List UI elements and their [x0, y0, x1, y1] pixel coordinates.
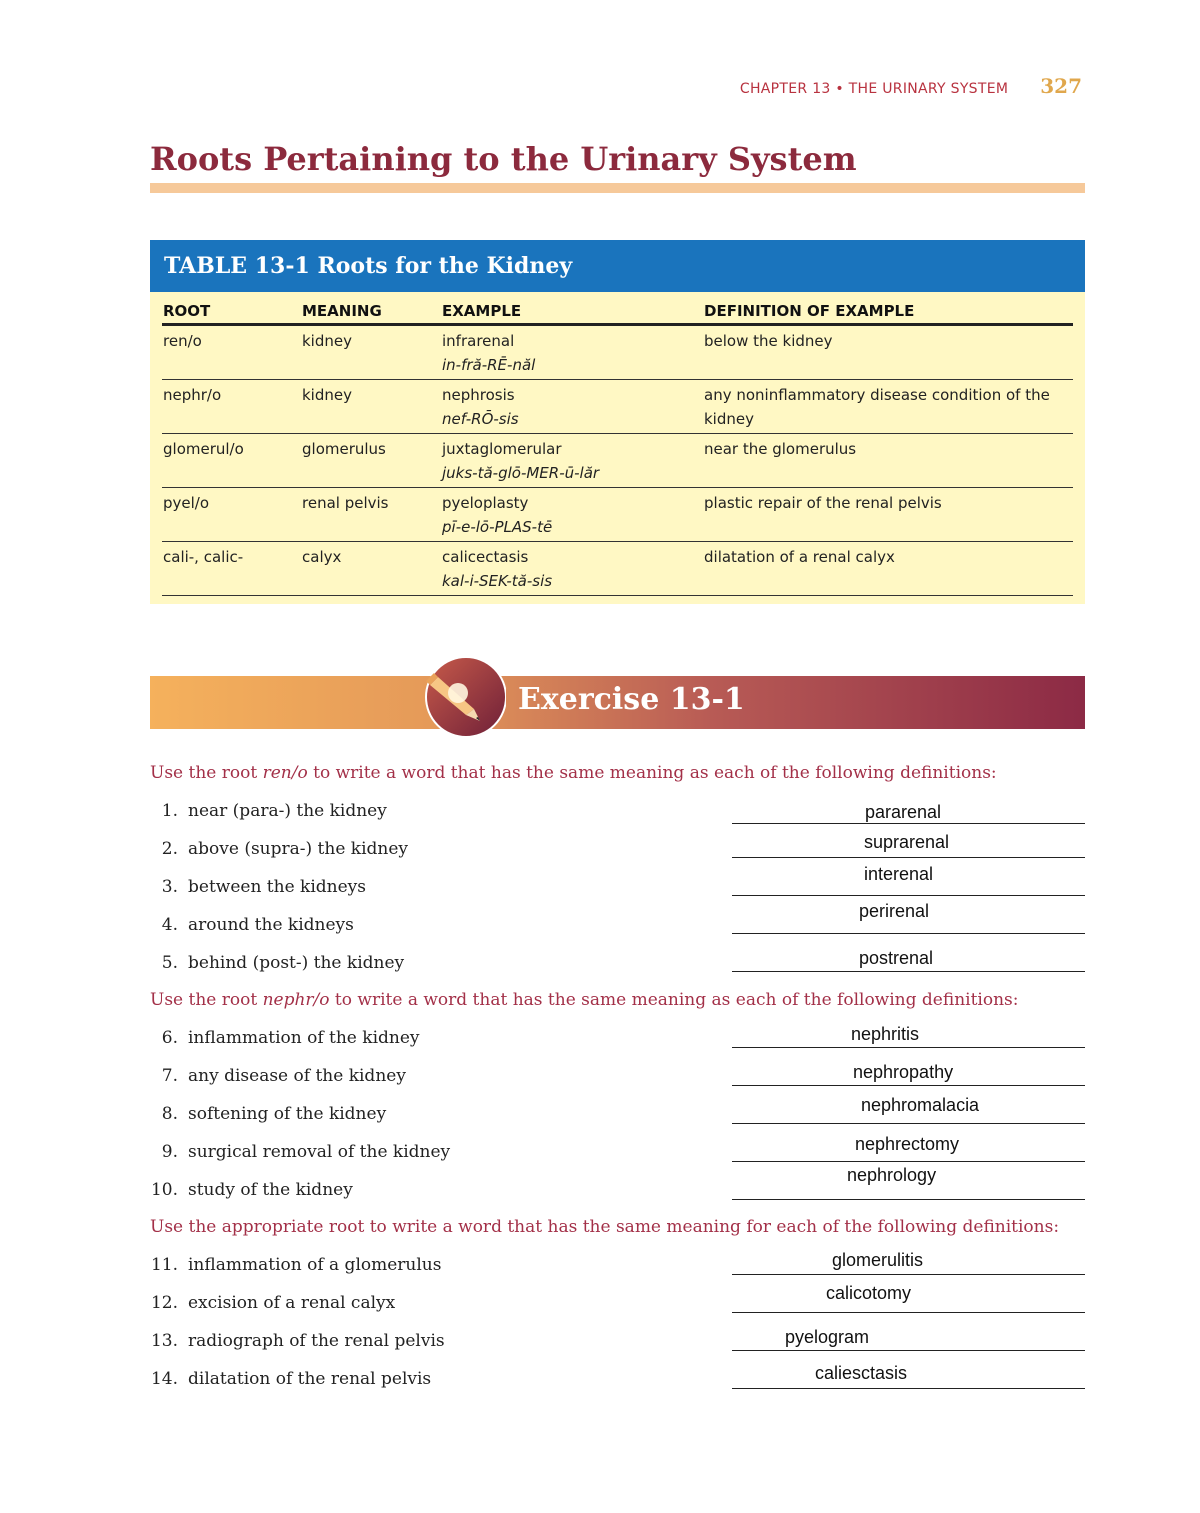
section-title: Roots Pertaining to the Urinary System — [150, 140, 857, 178]
title-rule — [150, 183, 1085, 193]
item-number: 6. — [161, 1028, 178, 1048]
example-word: infrarenal — [442, 332, 515, 350]
definition-cell: dilatation of a renal calyx — [703, 542, 1073, 596]
roots-table — [162, 300, 1073, 596]
answer-field[interactable]: perirenal — [859, 901, 930, 921]
answer-line — [732, 823, 1085, 824]
root-cell: glomerul/o — [162, 434, 301, 488]
table-title: TABLE 13-1 Roots for the Kidney — [150, 240, 1085, 292]
page-number: 327 — [1040, 74, 1082, 98]
answer-field[interactable]: pyelogram — [785, 1327, 870, 1347]
exercise-item — [150, 864, 1085, 907]
item-number: 11. — [150, 1255, 178, 1275]
answer-line — [732, 1388, 1085, 1389]
answer-line — [732, 1047, 1085, 1048]
item-definition: dilatation of the renal pelvis — [188, 1369, 432, 1389]
meaning-cell: kidney — [301, 325, 441, 380]
exercise-item — [150, 831, 1085, 869]
instruction-text: Use the root — [150, 990, 263, 1010]
definition-cell: plastic repair of the renal pelvis — [703, 488, 1073, 542]
instruction-text: to write a word that has the same meaning as each of the following definitions: — [307, 763, 997, 783]
exercise-item — [150, 901, 1085, 945]
answer-field[interactable]: glomerulitis — [832, 1250, 924, 1270]
instruction-ren — [150, 763, 997, 783]
meaning-cell: renal pelvis — [301, 488, 441, 542]
example-cell — [441, 380, 703, 434]
item-definition: excision of a renal calyx — [188, 1293, 396, 1313]
exercise-item — [150, 1134, 1085, 1172]
definition-cell: any noninflammatory disease condition of the kidney — [703, 380, 1073, 434]
item-number: 4. — [161, 915, 178, 935]
answer-field[interactable]: pararenal — [865, 802, 942, 822]
answer-line — [732, 1161, 1085, 1162]
exercise-item — [150, 1323, 1085, 1361]
meaning-cell: glomerulus — [301, 434, 441, 488]
table-row — [162, 542, 1073, 596]
answer-line — [732, 1123, 1085, 1124]
answer-field[interactable]: nephritis — [851, 1024, 920, 1044]
chapter-label: CHAPTER 13 • THE URINARY SYSTEM — [739, 81, 1009, 97]
answer-field[interactable]: nephromalacia — [861, 1095, 980, 1115]
exercise-item — [150, 1361, 1085, 1399]
exercise-item — [150, 1247, 1085, 1285]
answer-line — [732, 971, 1085, 972]
pencil-icon — [422, 655, 506, 739]
column-header: MEANING — [301, 300, 441, 325]
answer-line — [732, 1085, 1085, 1086]
item-number: 13. — [150, 1331, 178, 1351]
item-number: 3. — [161, 877, 178, 897]
item-definition: near (para-) the kidney — [188, 801, 387, 821]
answer-line — [732, 1312, 1085, 1313]
meaning-cell: kidney — [301, 380, 441, 434]
example-cell — [441, 488, 703, 542]
root-cell: cali-, calic- — [162, 542, 301, 596]
answer-line — [732, 895, 1085, 896]
pronunciation: nef-RŌ-sis — [442, 410, 519, 428]
exercise-item — [150, 1020, 1085, 1058]
pronunciation: kal-i-SEK-tă-sis — [442, 572, 553, 590]
answer-field[interactable]: interenal — [864, 864, 934, 884]
instruction-nephr — [150, 990, 1018, 1010]
item-number: 10. — [150, 1180, 178, 1200]
meaning-cell: calyx — [301, 542, 441, 596]
item-number: 8. — [161, 1104, 178, 1124]
running-head — [740, 74, 1082, 98]
item-number: 9. — [161, 1142, 178, 1162]
pronunciation: in-fră-RĒ-năl — [442, 356, 536, 374]
answer-line — [732, 1199, 1085, 1200]
answer-field[interactable]: postrenal — [859, 948, 934, 968]
answer-field[interactable]: caliesctasis — [815, 1363, 908, 1383]
item-definition: behind (post-) the kidney — [188, 953, 405, 973]
exercise-title: Exercise 13-1 — [518, 682, 745, 717]
instruction-root: ren/o — [262, 763, 308, 783]
item-number: 5. — [161, 953, 178, 973]
item-definition: study of the kidney — [188, 1180, 353, 1200]
definition-cell: near the glomerulus — [703, 434, 1073, 488]
example-cell — [441, 434, 703, 488]
answer-line — [732, 1274, 1085, 1275]
item-definition: above (supra-) the kidney — [188, 839, 409, 859]
instruction-text: to write a word that has the same meaning as each of the following definitions: — [329, 990, 1019, 1010]
root-cell: nephr/o — [162, 380, 301, 434]
item-definition: radiograph of the renal pelvis — [188, 1331, 445, 1351]
pronunciation: pī-e-lō-PLAS-tē — [442, 518, 553, 536]
example-cell — [441, 542, 703, 596]
exercise-item — [150, 1096, 1085, 1134]
table-row — [162, 325, 1073, 380]
column-header: EXAMPLE — [441, 300, 703, 325]
exercise-item — [150, 945, 1085, 983]
example-word: juxtaglomerular — [442, 440, 562, 458]
column-header: DEFINITION OF EXAMPLE — [703, 300, 1073, 325]
item-number: 1. — [161, 801, 178, 821]
answer-field[interactable]: calicotomy — [826, 1283, 912, 1303]
definition-cell: below the kidney — [703, 325, 1073, 380]
exercise-item — [150, 793, 1085, 831]
answer-field[interactable]: nephrology — [847, 1165, 937, 1185]
exercise-item — [150, 1285, 1085, 1323]
item-number: 2. — [161, 839, 178, 859]
table-row — [162, 434, 1073, 488]
instruction-text: Use the root — [150, 763, 263, 783]
item-number: 14. — [150, 1369, 178, 1389]
item-number: 12. — [150, 1293, 178, 1313]
example-cell — [441, 325, 703, 380]
answer-line — [732, 933, 1085, 934]
answer-line — [732, 1350, 1085, 1351]
example-word: pyeloplasty — [442, 494, 529, 512]
example-word: calicectasis — [442, 548, 529, 566]
instruction-root: nephr/o — [262, 990, 330, 1010]
item-definition: inflammation of a glomerulus — [188, 1255, 442, 1275]
answer-field[interactable]: suprarenal — [864, 832, 950, 852]
exercise-item — [150, 1165, 1085, 1210]
table-row — [162, 488, 1073, 542]
table-row — [162, 380, 1073, 434]
item-definition: softening of the kidney — [188, 1104, 387, 1124]
answer-field[interactable]: nephropathy — [853, 1062, 954, 1082]
roots-table-box — [150, 240, 1085, 604]
answer-field[interactable]: nephrectomy — [855, 1134, 960, 1154]
item-definition: around the kidneys — [188, 915, 354, 935]
root-cell: pyel/o — [162, 488, 301, 542]
item-definition: any disease of the kidney — [188, 1066, 406, 1086]
item-definition: surgical removal of the kidney — [188, 1142, 451, 1162]
answer-line — [732, 857, 1085, 858]
example-word: nephrosis — [442, 386, 515, 404]
item-definition: inflammation of the kidney — [188, 1028, 420, 1048]
instruction-appropriate-root: Use the appropriate root to write a word that has the same meaning for each of the following definitions: — [150, 1217, 1060, 1237]
item-number: 7. — [161, 1066, 178, 1086]
root-cell: ren/o — [162, 325, 301, 380]
item-definition: between the kidneys — [188, 877, 367, 897]
column-header: ROOT — [162, 300, 301, 325]
table-header-row — [162, 300, 1073, 325]
pronunciation: juks-tă-glō-MER-ū-lăr — [442, 464, 600, 482]
exercise-item — [150, 1058, 1085, 1096]
